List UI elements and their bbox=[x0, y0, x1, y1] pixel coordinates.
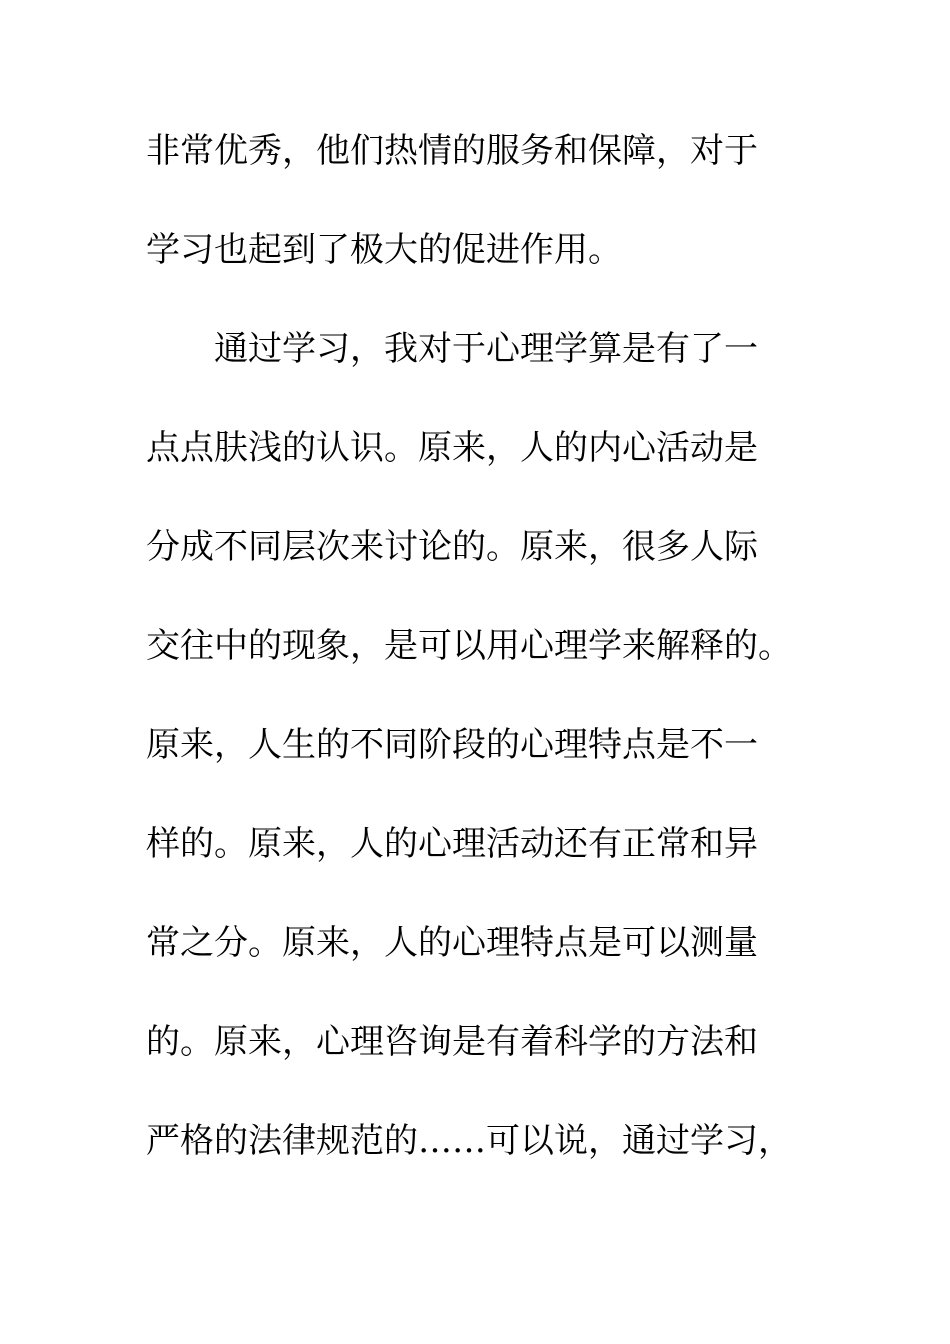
paragraph-start-line: 通过学习，我对于心理学算是有了一 bbox=[214, 329, 758, 369]
text-line-7: 原来，人生的不同阶段的心理特点是不一 bbox=[146, 725, 758, 765]
body-text bbox=[146, 102, 806, 1191]
text-line-1: 非常优秀，他们热情的服务和保障，对于 bbox=[146, 131, 758, 171]
text-line-2: 学习也起到了极大的促进作用。 bbox=[146, 230, 622, 270]
text-line-6: 交往中的现象，是可以用心理学来解释的。 bbox=[146, 626, 792, 666]
text-line-5: 分成不同层次来讨论的。原来，很多人际 bbox=[146, 527, 758, 567]
text-line-10: 的。原来，心理咨询是有着科学的方法和 bbox=[146, 1022, 758, 1062]
text-line-9: 常之分。原来，人的心理特点是可以测量 bbox=[146, 923, 758, 963]
text-line-4: 点点肤浅的认识。原来，人的内心活动是 bbox=[146, 428, 758, 468]
text-line-8: 样的。原来，人的心理活动还有正常和异 bbox=[146, 824, 758, 864]
text-line-11: 严格的法律规范的……可以说，通过学习， bbox=[146, 1121, 792, 1161]
